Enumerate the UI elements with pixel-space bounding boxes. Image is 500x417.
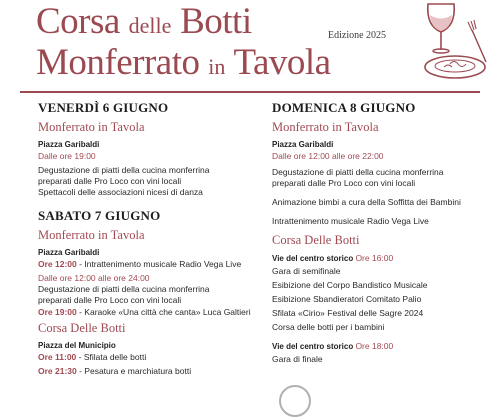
schedule-item: Ore 21:30 - Pesatura e marchiatura botti — [38, 366, 192, 376]
edition-label: Edizione 2025 — [328, 30, 387, 41]
venue-label: Piazza Garibaldi — [272, 140, 334, 149]
venue-label: Piazza del Municipio — [38, 341, 116, 350]
schedule-item: Ore 12:00 - Intrattenimento musicale Radio Vega Live — [38, 259, 242, 269]
title-tavola: Tavola — [225, 42, 331, 83]
right-column — [272, 100, 494, 368]
time-label: Dalle ore 19:00 — [38, 151, 96, 161]
description-line: preparati dalle Pro Loco con vini locali — [272, 178, 416, 188]
title-monferrato: Monferrato — [36, 42, 209, 83]
title-delle: delle — [128, 13, 172, 38]
description-line: Spettacoli delle associazioni nicesi di danza — [38, 187, 203, 197]
day-heading-sunday: DOMENICA 8 GIUGNO — [272, 100, 416, 115]
venue-label: Piazza Garibaldi — [38, 248, 100, 257]
description-line: preparati dalle Pro Loco con vini locali — [38, 295, 182, 305]
section-title: Monferrato in Tavola — [272, 120, 379, 134]
title-corsa: Corsa — [36, 1, 129, 42]
schedule-item: Ore 11:00 - Sfilata delle botti — [38, 352, 147, 362]
section-title: Monferrato in Tavola — [38, 120, 145, 134]
description-line: Intrattenimento musicale Radio Vega Live — [272, 216, 429, 226]
schedule-item: Corsa delle botti per i bambini — [272, 322, 385, 332]
title-line-1 — [36, 3, 252, 40]
description-line: Animazione bimbi a cura della Soffitta dei Bambini — [272, 197, 461, 207]
logo-icon — [279, 385, 311, 417]
day-heading-friday: VENERDÌ 6 GIUGNO — [38, 100, 169, 115]
description-line: Degustazione di piatti della cucina monferrina — [38, 284, 210, 294]
schedule-item: Gara di semifinale — [272, 266, 341, 276]
schedule-item: Sfilata «Cirio» Festival delle Sagre 2024 — [272, 308, 424, 318]
section-title: Corsa Delle Botti — [38, 321, 126, 335]
title-line-2 — [36, 44, 331, 81]
description-line: Degustazione di piatti della cucina monferrina — [272, 167, 444, 177]
title-in: in — [208, 54, 226, 79]
section-title: Monferrato in Tavola — [38, 228, 145, 242]
description-line: Degustazione di piatti della cucina monferrina — [38, 165, 210, 175]
time-label: Dalle ore 12:00 alle ore 24:00 — [38, 273, 150, 283]
schedule-item: Gara di finale — [272, 354, 323, 364]
venue-label: Piazza Garibaldi — [38, 140, 100, 149]
schedule-item: Esibizione del Corpo Bandistico Musicale — [272, 280, 428, 290]
left-column — [38, 100, 251, 380]
title-botti: Botti — [171, 1, 252, 42]
schedule-item: Ore 19:00 - Karaoke «Una città che canta» Luca Galtieri — [38, 307, 251, 317]
header-divider — [20, 91, 480, 93]
day-heading-saturday: SABATO 7 GIUGNO — [38, 208, 161, 223]
venue-time-label: Vie del centro storico Ore 16:00 — [272, 253, 394, 263]
schedule-item: Esibizione Sbandieratori Comitato Palio — [272, 294, 422, 304]
section-title: Corsa Delle Botti — [272, 233, 360, 247]
wine-plate-illustration-icon — [400, 0, 500, 92]
venue-time-label: Vie del centro storico Ore 18:00 — [272, 341, 394, 351]
time-label: Dalle ore 12:00 alle ore 22:00 — [272, 151, 384, 161]
description-line: preparati dalle Pro Loco con vini locali — [38, 176, 182, 186]
